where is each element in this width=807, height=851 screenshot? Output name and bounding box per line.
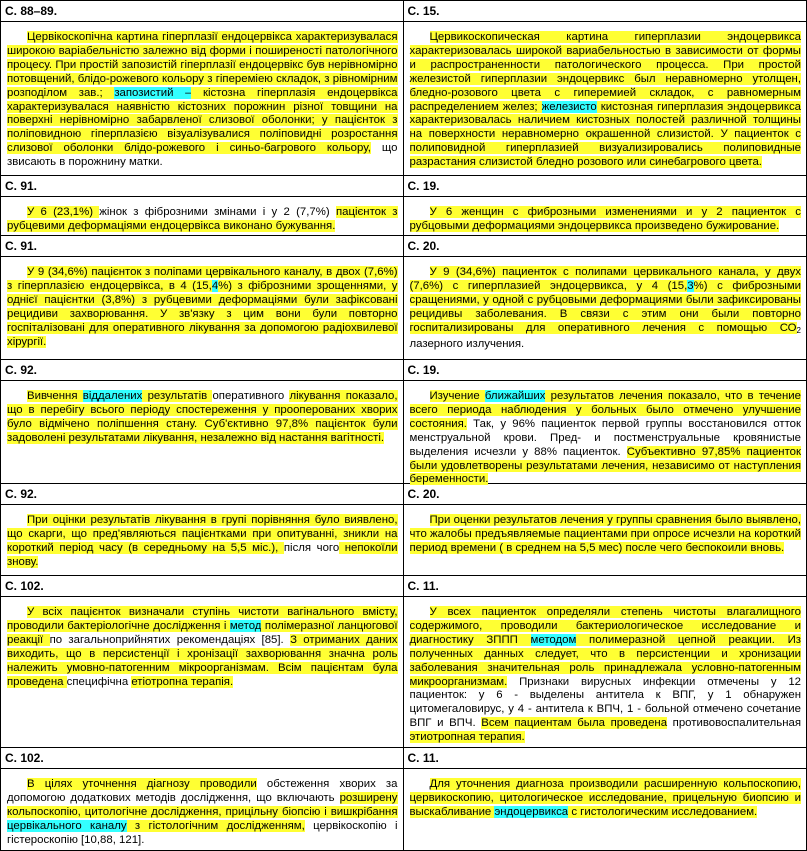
page-reference-header: С. 19. bbox=[404, 360, 807, 381]
page-reference-header: С. 11. bbox=[404, 748, 807, 769]
text-fragment: специфічна bbox=[66, 675, 132, 688]
excerpt-text bbox=[1, 597, 403, 748]
cyan-highlighted-fragment: ближайших bbox=[484, 390, 546, 402]
yellow-highlighted-fragment: пацієнток з рубцевими деформаціями ендоцервікса виконано бужування. bbox=[7, 206, 398, 232]
excerpt-text bbox=[404, 22, 807, 176]
page-reference-header: С. 20. bbox=[404, 484, 807, 505]
yellow-highlighted-fragment: кістозна гіперплазія ендоцервікса характеризувалася наявністю кістозних порожнин різної товщини на поверхні нерівномірно забарвленої слизової оболонки; у пацієнток з поліповидною гіперплазією візуалізувалися поліповидні розростання слизової оболонки блідо-рожевого і синьо-багрового кольору, bbox=[7, 86, 398, 155]
cyan-highlighted-fragment: запозистий – bbox=[114, 86, 192, 99]
yellow-highlighted-fragment: Субъективно 97,85% пациенток были удовлетворены результатами лечения, независимо от наступления беременности. bbox=[409, 445, 801, 486]
cyan-highlighted-fragment: метод bbox=[229, 619, 262, 632]
excerpt-text bbox=[1, 257, 403, 360]
excerpt-text bbox=[404, 505, 807, 576]
yellow-highlighted-fragment: кистозная гиперплазия эндоцервикса характеризовалась наличием кистозных полостей различной толщины на поверхности неравномерно окрашенной слизистой. У пациенток с полиповидной гиперплазией визуализировались полиповидные разрастания слизистой бледно розового или синебагрового цвета. bbox=[409, 100, 801, 169]
page-reference-header: С. 19. bbox=[404, 176, 807, 197]
text-fragment: противовоспалительная bbox=[667, 717, 801, 730]
page-reference-header: С. 88–89. bbox=[1, 1, 403, 22]
left-column-cell bbox=[1, 176, 404, 236]
yellow-highlighted-fragment: В цілях уточнення діагнозу проводили bbox=[27, 778, 257, 790]
page-reference-header: С. 91. bbox=[1, 176, 403, 197]
cyan-highlighted-fragment: методом bbox=[530, 633, 577, 646]
yellow-highlighted-fragment: результатів bbox=[142, 390, 213, 402]
yellow-highlighted-fragment: При оценки результатов лечения у группы сравнения было выявлено, что жалобы предъявляемые пациентами при опросе исчезли на короткий период времени ( в среднем на 5,5 мес) после чего беспокоили вновь. bbox=[409, 514, 801, 554]
text-fragment: жінок з фіброзними змінами і у 2 (7,7%) bbox=[99, 206, 336, 218]
table-row bbox=[0, 484, 807, 576]
yellow-highlighted-fragment: непокоїли знову. bbox=[7, 541, 398, 568]
yellow-highlighted-fragment: этиотропная терапия. bbox=[409, 731, 525, 744]
text-fragment: Признаки вирусных инфекции отмечены у 12 пациенток: у 6 - выделены антитела к ВПГ, у 1 обнаружен цитомегаловирус, у 4 - антитела к ВПЧ, 1 - больной отмечено сочетание ВПГ и ВПЧ. bbox=[409, 675, 801, 730]
yellow-highlighted-fragment: Цервікоскопічна картина гіперплазії ендоцервікса характеризувалася широкою варіабельністю залежно від форми і поширеності патологічного процесу. При простій запозистій гіперплазії ендоцервікс був нерівномірно потовщений, блідо-рожевого кольору з гіпереміею складок, з рівномірним розподілом зав.; bbox=[7, 31, 398, 99]
table-row bbox=[0, 236, 807, 360]
page-reference-header: С. 11. bbox=[404, 576, 807, 597]
cyan-highlighted-fragment: 3 bbox=[687, 279, 694, 292]
yellow-highlighted-fragment: результатов лечения показало, что в течение всего периода наблюдения у больных было отмечено улучшение состояния. bbox=[409, 390, 802, 430]
right-column-cell bbox=[404, 748, 807, 851]
yellow-highlighted-fragment: Для уточнения диагноза производили расширенную кольпоскопию, цервикоскопию, цитологическое исследование, прицельную биопсию и выскабливание bbox=[409, 778, 801, 818]
excerpt-text bbox=[404, 381, 807, 484]
yellow-highlighted-fragment: При оцінки результатів лікування в групі порівняння було виявлено, що скарги, що пред'являються пацієнтками при опитуванні, зникли на короткий період часу (в середньому на 5,5 міс.), bbox=[7, 514, 398, 554]
text-fragment: оперативного bbox=[212, 390, 290, 402]
text-fragment: Так, у 96% пациенток первой группы восстановился отток менструальной крови. Пред- и постменструальные кровянистые выделения исчезли у 88% пациенток. bbox=[409, 417, 801, 458]
page-reference-header: С. 102. bbox=[1, 576, 403, 597]
right-column-cell bbox=[404, 360, 807, 484]
right-column-cell bbox=[404, 176, 807, 236]
yellow-highlighted-fragment: %) з фіброзними зрощеннями, у однієї пацієнтки (3,8%) з рубцевими деформаціями були зафіксовані рецидиви захворювання. У зв'язку з цим вони були повторно госпіталізовані для оперативного лікування за допомогою радіохвилевої хірургії. bbox=[7, 279, 398, 348]
table-row bbox=[0, 576, 807, 748]
yellow-highlighted-fragment: розширену кольпоскопію, цитологічне дослідження, прицільну біопсію і вишкрібання bbox=[7, 791, 398, 818]
excerpt-text bbox=[404, 197, 807, 236]
yellow-highlighted-fragment: с гистологическим исследованием. bbox=[568, 805, 758, 818]
cyan-highlighted-fragment: віддалених bbox=[82, 390, 143, 402]
page-reference-header: С. 20. bbox=[404, 236, 807, 257]
excerpt-text bbox=[1, 769, 403, 851]
excerpt-text bbox=[1, 22, 403, 176]
yellow-highlighted-fragment: У 6 (23,1%) bbox=[27, 206, 100, 218]
yellow-highlighted-fragment: Цервикоскопическая картина гиперплазии эндоцервикса характеризовалась широкой вариабельностью в зависимости от формы и распространенности патологического процесса. При простой железистой гиперплазии эндоцервикс был неравномерно утолщен, бледно-розового цвета с гиперемией складок, с равномерным распределением желез; bbox=[409, 31, 801, 113]
excerpt-text bbox=[1, 381, 403, 484]
yellow-highlighted-fragment: У 6 женщин с фиброзными изменениями и у 2 пациенток с рубцовыми деформациями эндоцервикса произведено бужирование. bbox=[409, 206, 801, 232]
yellow-highlighted-fragment: %) с фиброзными сращениями, у одной с рубцовыми деформациями были зафиксированы рецидивы заболевания. В связи с этим они были повторно госпитализированы для оперативного лечения с помощью СО bbox=[409, 279, 802, 334]
table-row bbox=[0, 748, 807, 851]
yellow-highlighted-fragment: з гістологічним дослідженням, bbox=[126, 819, 305, 832]
page-reference-header: С. 102. bbox=[1, 748, 403, 769]
page-reference-header: С. 92. bbox=[1, 360, 403, 381]
left-column-cell bbox=[1, 236, 404, 360]
table-row bbox=[0, 360, 807, 484]
table-row bbox=[0, 176, 807, 236]
yellow-highlighted-fragment: Вивчення bbox=[27, 390, 83, 402]
yellow-highlighted-fragment: Всем пациентам была проведена bbox=[481, 717, 668, 730]
left-column-cell bbox=[1, 576, 404, 748]
text-fragment: 2 bbox=[796, 325, 801, 335]
text-fragment: лазерного излучения. bbox=[409, 337, 525, 350]
text-fragment: по загальноприйнятих рекомендаціях [85]. bbox=[49, 633, 291, 646]
excerpt-text bbox=[404, 257, 807, 360]
right-column-cell bbox=[404, 484, 807, 576]
text-fragment: що звисають в порожнину матки. bbox=[7, 142, 398, 169]
page-reference-header: С. 15. bbox=[404, 1, 807, 22]
right-column-cell bbox=[404, 576, 807, 748]
excerpt-text bbox=[404, 597, 807, 748]
cyan-highlighted-fragment: цервікального каналу bbox=[7, 819, 127, 832]
page-reference-header: С. 92. bbox=[1, 484, 403, 505]
yellow-highlighted-fragment: У всіх пацієнток визначали ступінь чистоти вагінального вмісту, проводили бактеріологічне дослідження і bbox=[7, 606, 398, 632]
excerpt-text bbox=[404, 769, 807, 851]
yellow-highlighted-fragment: етіотропна терапія. bbox=[131, 675, 234, 688]
cyan-highlighted-fragment: 4 bbox=[211, 279, 219, 292]
yellow-highlighted-fragment: полімеразної ланцюгової реакції bbox=[7, 619, 398, 646]
excerpt-text bbox=[1, 505, 403, 576]
yellow-highlighted-fragment: У всех пациенток определяли степень чистоты влагалищного содержимого, проводили бактериологическое исследование и диагностику ЗППП bbox=[409, 606, 801, 646]
left-column-cell bbox=[1, 360, 404, 484]
table-row bbox=[0, 0, 807, 176]
yellow-highlighted-fragment: У 9 (34,6%) пациенток с полипами цервикального канала, у двух (7,6%) с гиперплазией эндоцервикса, у 4 (15, bbox=[409, 266, 801, 292]
cyan-highlighted-fragment: эндоцервикса bbox=[494, 805, 569, 818]
excerpt-text bbox=[1, 197, 403, 236]
yellow-highlighted-fragment: полимеразной цепной реакции. Из полученных данных следует, что в персистенции и хронизации заболевания значительная роль принадлежала условно-патогенным микроорганизмам. bbox=[409, 633, 801, 688]
page-reference-header: С. 91. bbox=[1, 236, 403, 257]
left-column-cell bbox=[1, 484, 404, 576]
yellow-highlighted-fragment: З отриманих даних виходить, що в персистенції і хронізації захворювання значна роль належить умовно-патогенним мікроорганізмам. Всім пацієнтам була проведена bbox=[7, 633, 398, 688]
text-fragment: після чого bbox=[283, 541, 340, 554]
text-fragment: обстеження хворих за допомогою додаткових методів дослідження, що включають bbox=[7, 778, 398, 804]
yellow-highlighted-fragment: Изучение bbox=[429, 390, 485, 402]
right-column-cell bbox=[404, 236, 807, 360]
cyan-highlighted-fragment: железисто bbox=[541, 100, 597, 113]
yellow-highlighted-fragment: лікування показало, що в перебігу всього періоду спостереження у прооперованих хворих було відмічено поліпшення стану. Суб'єктивно 97,8% пацієнток були задоволені результатами лікування, незалежно від настання вагітності. bbox=[7, 390, 398, 444]
text-fragment: цервікоскопію і гістероскопію [10,88, 121]. bbox=[7, 819, 398, 846]
right-column-cell bbox=[404, 1, 807, 176]
left-column-cell bbox=[1, 1, 404, 176]
left-column-cell bbox=[1, 748, 404, 851]
yellow-highlighted-fragment: У 9 (34,6%) пацієнток з поліпами цервікального каналу, в двох (7,6%) з гіперплазією ендоцервікса, в 4 (15, bbox=[7, 266, 398, 292]
